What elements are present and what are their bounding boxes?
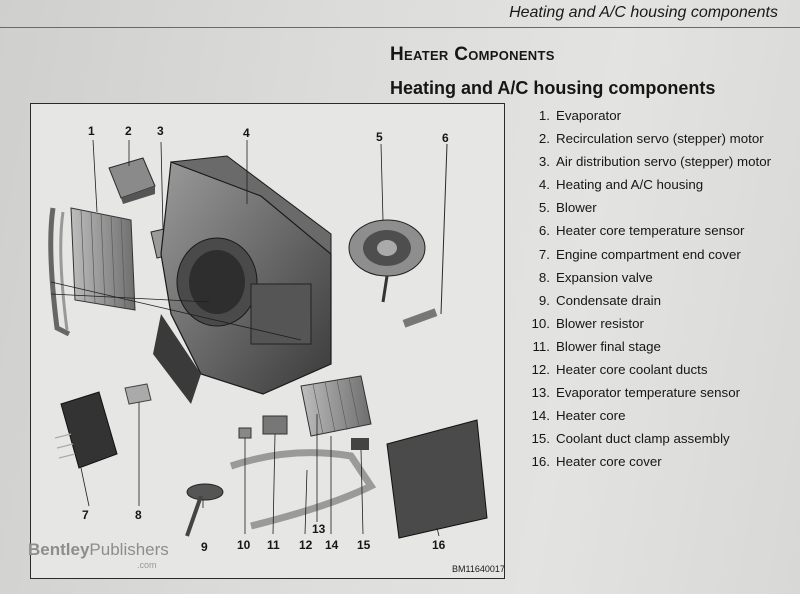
running-head: Heating and A/C housing components xyxy=(509,4,778,21)
condensate-drain-part xyxy=(187,484,223,536)
callout-13: 13 xyxy=(312,522,326,536)
list-item: 16. Heater core cover xyxy=(531,454,662,470)
callout-11: 11 xyxy=(267,538,280,552)
blower-resistor-part xyxy=(239,428,251,438)
list-item: 8. Expansion valve xyxy=(538,269,653,285)
recirc-servo-part xyxy=(109,158,155,204)
list-item: 3. Air distribution servo (stepper) motor xyxy=(538,154,772,170)
list-item: 14. Heater core xyxy=(531,408,626,424)
duct-clamp-part xyxy=(351,438,369,450)
expansion-valve-part xyxy=(125,384,151,404)
header-rule xyxy=(0,27,800,28)
figure-title: Heating and A/C housing components xyxy=(390,78,716,98)
callout-12: 12 xyxy=(299,538,313,552)
heater-core-cover-part xyxy=(387,420,487,538)
blower-final-stage-part xyxy=(263,416,287,434)
callout-2: 2 xyxy=(125,124,132,138)
callout-7: 7 xyxy=(82,508,89,522)
callout-6: 6 xyxy=(442,131,449,145)
housing-part xyxy=(153,156,331,404)
list-item: 5. Blower xyxy=(538,200,597,216)
list-item: 11. Blower final stage xyxy=(532,338,661,354)
callout-4: 4 xyxy=(243,126,250,140)
callout-15: 15 xyxy=(357,538,371,552)
callout-5: 5 xyxy=(376,130,383,144)
callout-10: 10 xyxy=(237,538,251,552)
section-title: Heater Components xyxy=(390,44,555,65)
list-item: 1. Evaporator xyxy=(538,108,622,123)
callout-1: 1 xyxy=(88,124,95,138)
callout-8: 8 xyxy=(135,508,142,522)
list-item: 9. Condensate drain xyxy=(538,292,661,308)
end-cover-part xyxy=(55,392,117,468)
callout-9: 9 xyxy=(201,540,208,554)
publisher-watermark-sub: .com xyxy=(137,560,157,570)
figure-code: BM11640017 xyxy=(452,564,505,574)
callout-14: 14 xyxy=(325,538,339,552)
blower-part xyxy=(349,220,425,302)
coolant-ducts-part xyxy=(231,453,371,526)
list-item: 12. Heater core coolant ducts xyxy=(531,362,708,378)
list-item: 4. Heating and A/C housing xyxy=(538,177,704,193)
callout-3: 3 xyxy=(157,124,164,138)
list-item: 15. Coolant duct clamp assembly xyxy=(531,431,730,447)
list-item: 6. Heater core temperature sensor xyxy=(538,223,745,239)
exploded-diagram xyxy=(30,103,505,579)
list-item: 10. Blower resistor xyxy=(531,315,644,331)
list-item: 13. Evaporator temperature sensor xyxy=(531,385,741,401)
evaporator-part xyxy=(51,208,135,334)
parts-legend xyxy=(512,104,771,474)
publisher-watermark: BentleyPublishers xyxy=(28,540,169,559)
callout-16: 16 xyxy=(432,538,446,552)
diagram-art xyxy=(31,104,504,578)
heater-core-part xyxy=(301,376,371,436)
list-item: 7. Engine compartment end cover xyxy=(538,246,741,262)
list-item: 2. Recirculation servo (stepper) motor xyxy=(538,131,764,147)
